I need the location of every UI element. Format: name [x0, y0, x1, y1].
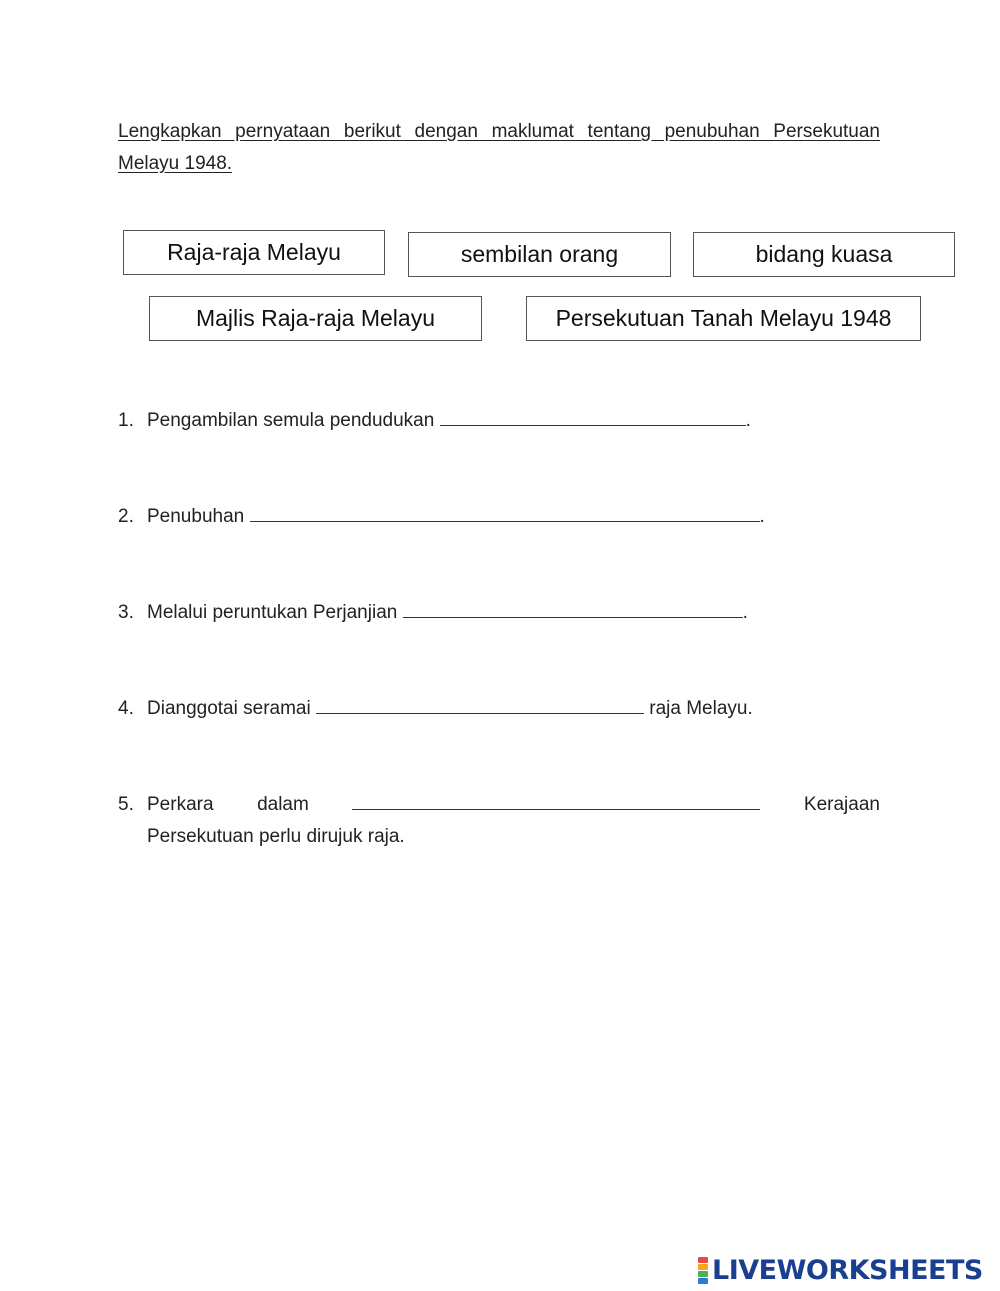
answer-blank-5[interactable]	[352, 789, 760, 810]
word-chip-raja-raja-melayu[interactable]: Raja-raja Melayu	[123, 230, 385, 275]
word-chip-majlis-raja-raja-melayu[interactable]: Majlis Raja-raja Melayu	[149, 296, 482, 341]
question-text-after: raja Melayu.	[649, 698, 753, 719]
question-text-continuation: Persekutuan perlu dirujuk raja.	[147, 826, 405, 847]
word-chip-bidang-kuasa[interactable]: bidang kuasa	[693, 232, 955, 277]
question-4	[118, 693, 880, 725]
question-3	[118, 597, 880, 629]
question-5	[118, 789, 880, 853]
question-text: Melalui peruntukan Perjanjian	[147, 602, 398, 623]
question-text-word: Perkara	[147, 794, 214, 815]
answer-blank-1[interactable]	[440, 405, 746, 426]
question-number: 5.	[118, 794, 134, 815]
liveworksheets-logo	[698, 1255, 983, 1285]
word-chip-sembilan-orang[interactable]: sembilan orang	[408, 232, 671, 277]
liveworksheets-mark-icon	[698, 1257, 708, 1284]
question-number: 2.	[118, 506, 134, 527]
logo-mark-block	[698, 1257, 708, 1263]
question-2	[118, 501, 880, 533]
question-1	[118, 405, 880, 437]
logo-mark-block	[698, 1278, 708, 1284]
answer-blank-3[interactable]	[403, 597, 743, 618]
instruction-text: Lengkapkan pernyataan berikut dengan maklumat tentang penubuhan Persekutuan Melayu 1948.	[118, 121, 880, 174]
answer-blank-2[interactable]	[250, 501, 760, 522]
question-number: 4.	[118, 698, 134, 719]
question-text: Pengambilan semula pendudukan	[147, 410, 435, 431]
question-text: Penubuhan	[147, 506, 245, 527]
question-text: Dianggotai seramai	[147, 698, 311, 719]
question-text-after: .	[759, 506, 765, 527]
answer-blank-4[interactable]	[316, 693, 644, 714]
question-number: 3.	[118, 602, 134, 623]
question-text-word: Kerajaan	[803, 794, 880, 815]
brand-name: LIVEWORKSHEETS	[712, 1254, 983, 1286]
logo-mark-block	[698, 1271, 708, 1277]
question-number: 1.	[118, 410, 134, 431]
question-text-after: .	[742, 602, 748, 623]
question-text-after: .	[745, 410, 751, 431]
question-text-word: dalam	[257, 794, 309, 815]
logo-mark-block	[698, 1264, 708, 1270]
word-chip-persekutuan-tanah-melayu-1948[interactable]: Persekutuan Tanah Melayu 1948	[526, 296, 921, 341]
